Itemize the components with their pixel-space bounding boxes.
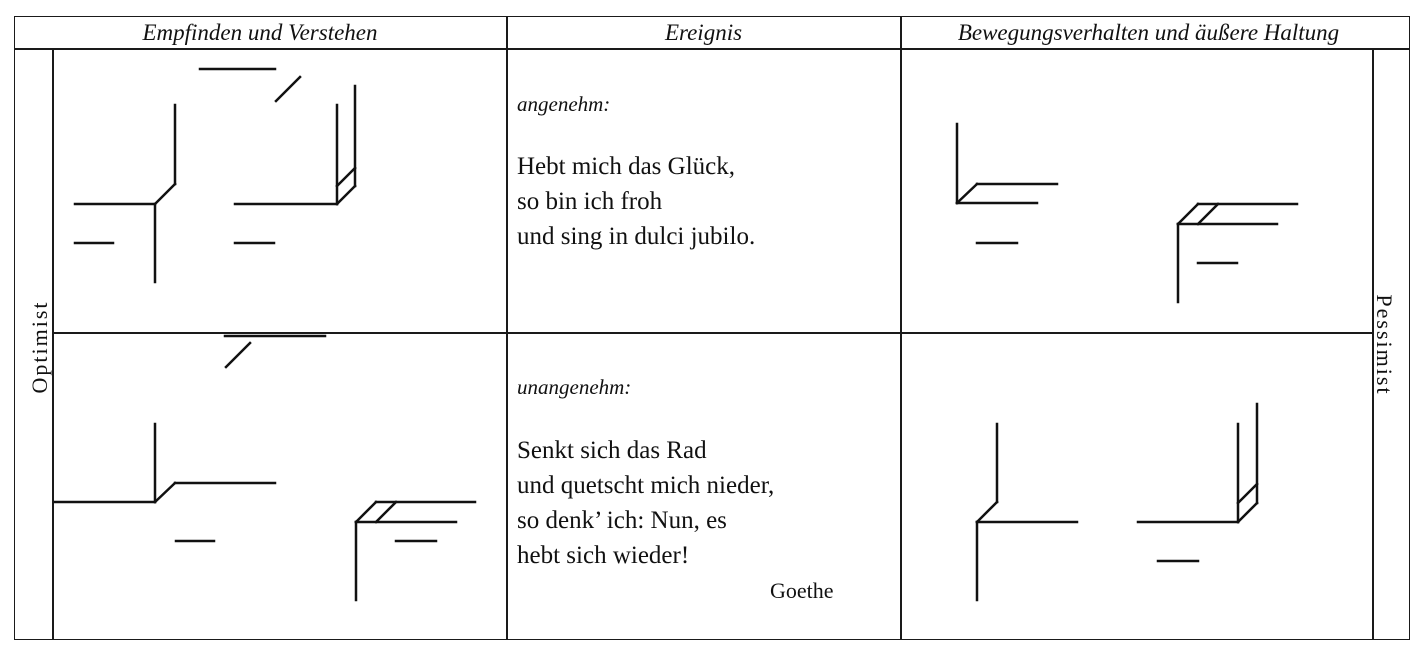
- verse-line: und sing in dulci jubilo.: [517, 223, 756, 250]
- header-ereignis: Ereignis: [664, 20, 743, 45]
- verse-line: so denk’ ich: Nun, es: [517, 507, 727, 534]
- side-label-pessimist: Pessimist: [1372, 294, 1397, 396]
- header-bewegung: Bewegungsverhalten und äußere Haltung: [957, 20, 1340, 45]
- verse-line: Senkt sich das Rad: [517, 437, 707, 464]
- figure-pessimist-posture-unpleasant: [977, 404, 1257, 600]
- verse-line: so bin ich froh: [517, 188, 663, 215]
- event-label-unpleasant: unangenehm:: [517, 375, 632, 399]
- figure-optimist-feeling-unpleasant: [55, 336, 475, 600]
- verse-line: Hebt mich das Glück,: [517, 153, 736, 180]
- figure-optimist-feeling-pleasant: [75, 69, 355, 282]
- figure-pessimist-posture-pleasant: [957, 124, 1297, 302]
- header-empfinden: Empfinden und Verstehen: [142, 20, 378, 45]
- event-label-pleasant: angenehm:: [517, 92, 611, 116]
- author-goethe: Goethe: [770, 578, 834, 603]
- side-label-optimist: Optimist: [27, 300, 52, 394]
- verse-line: hebt sich wieder!: [517, 542, 690, 569]
- verse-line: und quetscht mich nieder,: [517, 472, 775, 499]
